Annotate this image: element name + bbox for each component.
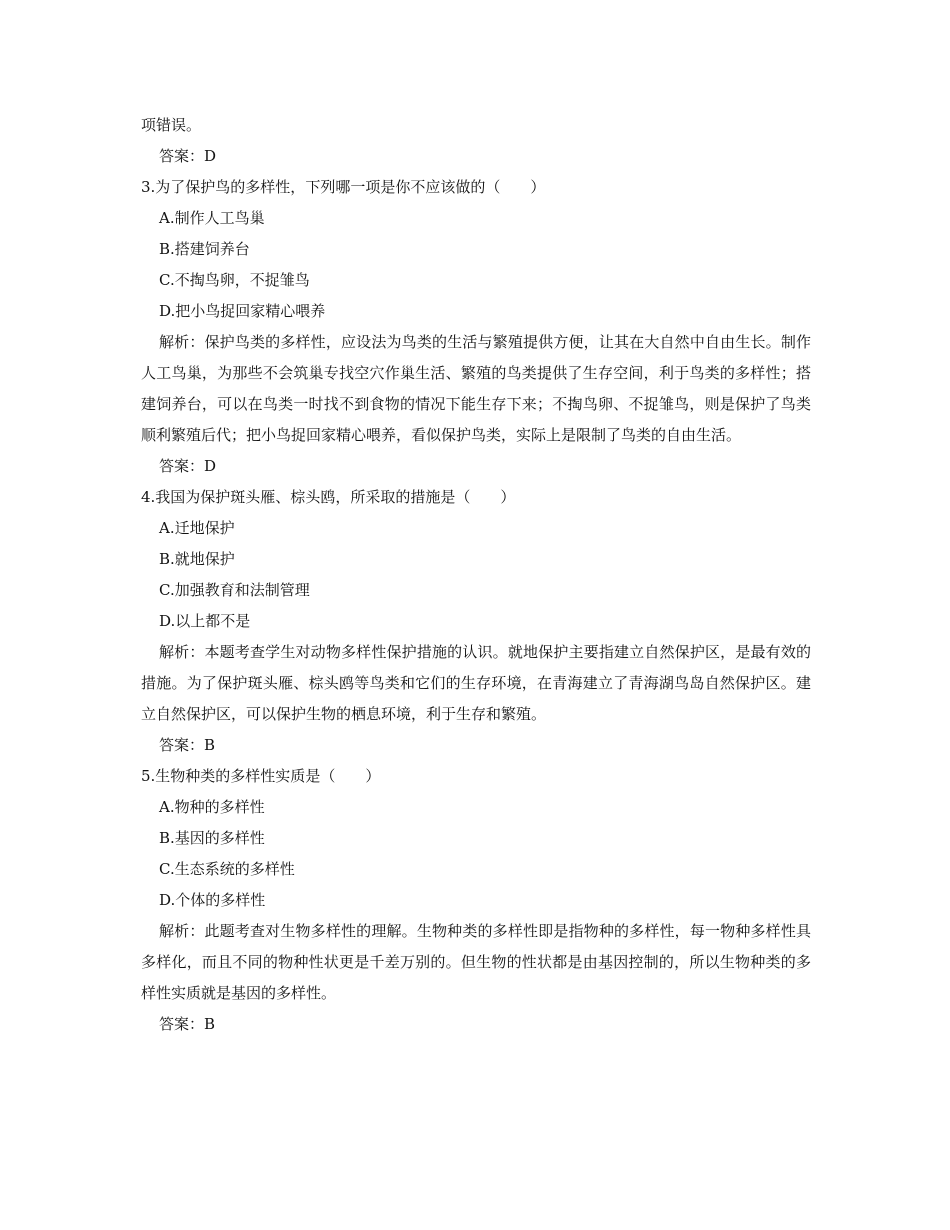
- option-c: C.不掏鸟卵，不捉雏鸟: [159, 271, 310, 289]
- option-d: D.把小鸟捉回家精心喂养: [159, 302, 326, 320]
- analysis-paragraph: 解析：此题考查对生物多样性的理解。生物种类的多样性即是指物种的多样性，每一物种多样性具多样化，而且不同的物种性状更是千差万别的。但生物的性状都是由基因控制的，所以生物种类的多样性实质就是基因的多样性。: [141, 922, 811, 1002]
- option-a: A.制作人工鸟巢: [159, 209, 265, 227]
- option-c: C.加强教育和法制管理: [159, 581, 310, 599]
- option-b: B.基因的多样性: [159, 829, 265, 847]
- page-content: [141, 110, 811, 1040]
- answer-line: 答案：D: [159, 457, 217, 475]
- analysis-paragraph: 解析：保护鸟类的多样性，应设法为鸟类的生活与繁殖提供方便，让其在大自然中自由生长。制作人工鸟巢，为那些不会筑巢专找空穴作巢生活、繁殖的鸟类提供了生存空间，利于鸟类的多样性；搭建饲养台，可以在鸟类一时找不到食物的情况下能生存下来；不掏鸟卵、不捉雏鸟，则是保护了鸟类顺利繁殖后代；把小鸟捉回家精心喂养，看似保护鸟类，实际上是限制了鸟类的自由生活。: [141, 333, 811, 444]
- option-a: A.物种的多样性: [159, 798, 265, 816]
- question-stem: 5.生物种类的多样性实质是（ ）: [141, 767, 381, 785]
- question-stem: 4.我国为保护斑头雁、棕头鸥，所采取的措施是（ ）: [141, 488, 516, 506]
- answer-line: 答案：B: [159, 736, 216, 754]
- option-d: D.以上都不是: [159, 612, 251, 630]
- continuation-text: 项错误。: [141, 116, 202, 134]
- option-b: B.搭建饲养台: [159, 240, 250, 258]
- option-b: B.就地保护: [159, 550, 235, 568]
- option-d: D.个体的多样性: [159, 891, 266, 909]
- answer-line: 答案：D: [159, 147, 217, 165]
- answer-line: 答案：B: [159, 1015, 216, 1033]
- option-a: A.迁地保护: [159, 519, 235, 537]
- question-stem: 3.为了保护鸟的多样性，下列哪一项是你不应该做的（ ）: [141, 178, 546, 196]
- analysis-paragraph: 解析：本题考查学生对动物多样性保护措施的认识。就地保护主要指建立自然保护区，是最有效的措施。为了保护斑头雁、棕头鸥等鸟类和它们的生存环境，在青海建立了青海湖鸟岛自然保护区。建立自然保护区，可以保护生物的栖息环境，利于生存和繁殖。: [141, 643, 811, 723]
- option-c: C.生态系统的多样性: [159, 860, 295, 878]
